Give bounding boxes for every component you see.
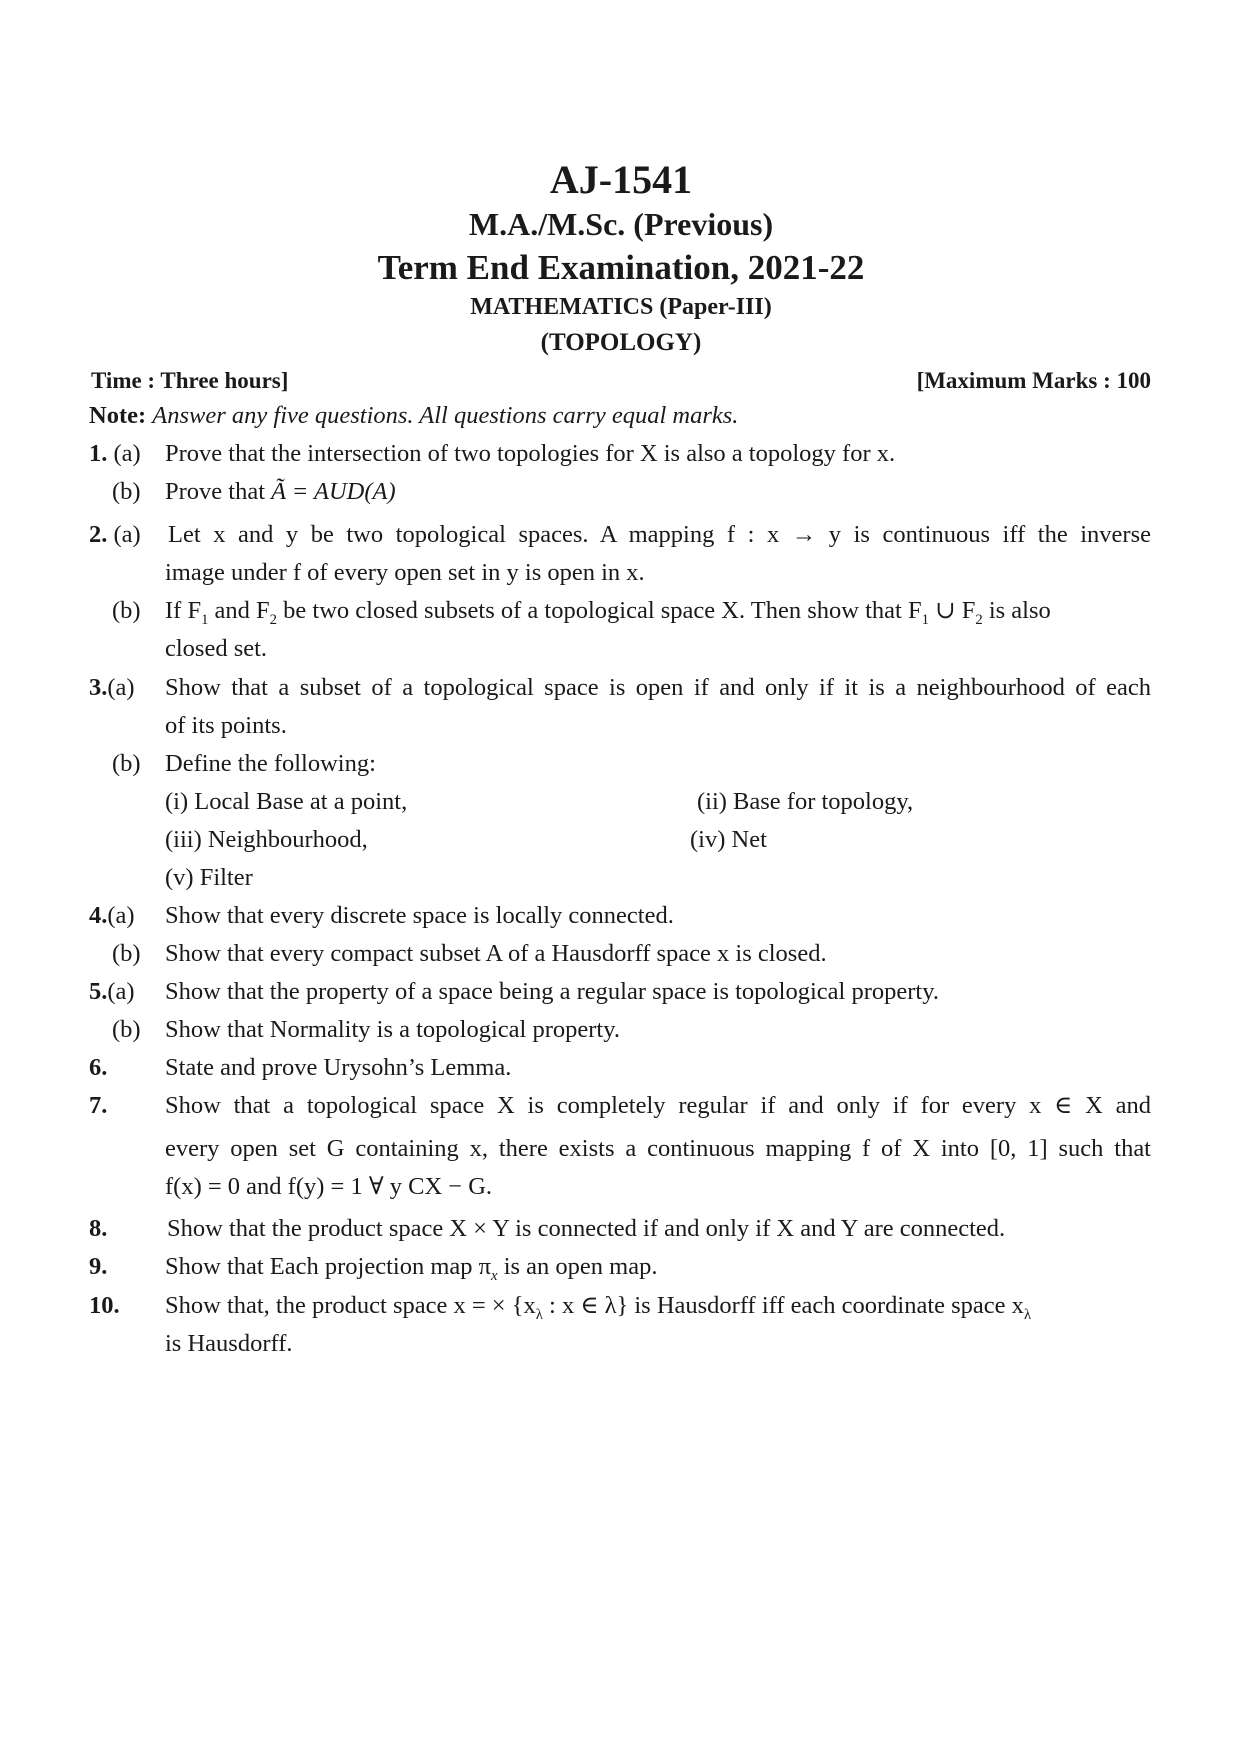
q3b-label: (b) (112, 750, 141, 777)
q9-number: 9. (89, 1253, 108, 1280)
q10-line1: Show that, the product space x = × {$x_\lambda$ : x ∈ λ} is Hausdorff iff each coordinate space $x_\lambda$ (165, 1292, 1032, 1323)
subject-title: MATHEMATICS (Paper-III) (470, 294, 772, 320)
q2b-line2: closed set. (165, 635, 268, 662)
q1a-text: Prove that the intersection of two topologies for X is also a topology for x. (165, 440, 896, 467)
q7-line2: every open set G containing x, there exists a continuous mapping f of X into [0, 1] such that (165, 1135, 1151, 1162)
q10-line2: is Hausdorff. (165, 1330, 293, 1357)
q9-text: Show that Each projection map $\pi_x$ is an open map. (165, 1253, 658, 1284)
note-text: Answer any five questions. All questions carry equal marks. (152, 402, 739, 429)
q2b-line1: If $F_1$ and $F_2$ be two closed subsets of a topological space X. Then show that $F_1$ ∪ $F_2$ is also (165, 597, 1051, 628)
q7-line1: Show that a topological space X is completely regular if and only if for every x ∈ X and (165, 1092, 1151, 1119)
note (89, 401, 738, 431)
q3a-line1: Show that a subset of a topological space is open if and only if it is a neighbourhood of each (165, 674, 1151, 701)
q5a-text: Show that the property of a space being a regular space is topological property. (165, 978, 939, 1005)
q1b-text: Prove that A͂ = AUD(A) (165, 478, 396, 505)
q10-number: 10. (89, 1292, 120, 1319)
q7-line3: f(x) = 0 and f(y) = 1 ∀ y CX − G. (165, 1173, 493, 1200)
q5b-text: Show that Normality is a topological property. (165, 1016, 620, 1043)
exam-title: Term End Examination, 2021-22 (377, 248, 865, 287)
q3b-item-1: (i) Local Base at a point, (165, 788, 408, 815)
q1b-math: A͂ = AUD(A) (271, 478, 396, 505)
q7-number: 7. (89, 1092, 108, 1119)
q3b-item-4: (iv) Net (690, 826, 767, 853)
q2a-line2: image under f of every open set in y is open in x. (165, 559, 645, 586)
paper-title: (TOPOLOGY) (540, 329, 702, 356)
time-allowed: Time : Three hours] (91, 368, 289, 393)
note-label: Note: (89, 402, 147, 429)
q4a-text: Show that every discrete space is locally connected. (165, 902, 674, 929)
q2a-line1: Let x and y be two topological spaces. A mapping f : x → y is continuous iff the inverse (168, 521, 1151, 548)
q4b-label: (b) (112, 940, 141, 967)
maximum-marks: [Maximum Marks : 100 (916, 368, 1151, 393)
q4-number: 4.(a) (89, 902, 135, 929)
q3-number: 3.(a) (89, 674, 135, 701)
q6-number: 6. (89, 1054, 108, 1081)
q3a-line2: of its points. (165, 712, 287, 739)
programme-title: M.A./M.Sc. (Previous) (468, 206, 774, 242)
q5-number: 5.(a) (89, 978, 135, 1005)
q2-number: 2. (a) (89, 521, 141, 548)
q2b-label: (b) (112, 597, 141, 624)
q1-number: 1. (a) (89, 440, 141, 467)
q3b-item-5: (v) Filter (165, 864, 253, 891)
q8-text: Show that the product space X × Y is connected if and only if X and Y are connected. (167, 1215, 1006, 1242)
q3b-item-2: (ii) Base for topology, (697, 788, 914, 815)
q8-number: 8. (89, 1215, 108, 1242)
q1b-label: (b) (112, 478, 141, 505)
q6-text: State and prove Urysohn’s Lemma. (165, 1054, 512, 1081)
q3b-text: Define the following: (165, 750, 376, 777)
paper-code: AJ-1541 (549, 157, 693, 202)
q3b-item-3: (iii) Neighbourhood, (165, 826, 368, 853)
q4b-text: Show that every compact subset A of a Hausdorff space x is closed. (165, 940, 827, 967)
q5b-label: (b) (112, 1016, 141, 1043)
